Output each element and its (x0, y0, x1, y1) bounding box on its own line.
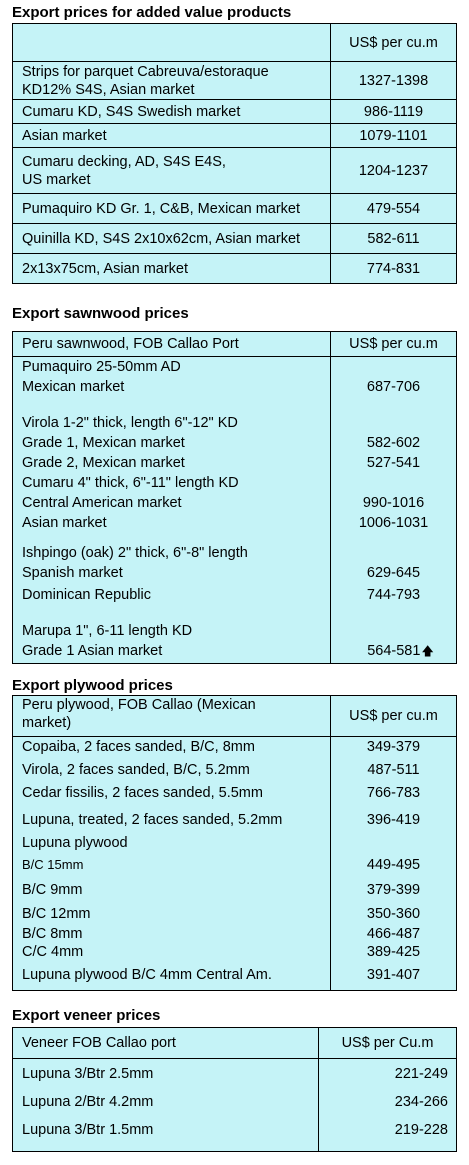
row-price: 1204-1237 (331, 148, 457, 194)
table-row (13, 100, 457, 124)
price-block (331, 737, 457, 991)
row-description: Lupuna 3/Btr 2.5mm (22, 1066, 154, 1082)
row-description: Ishpingo (oak) 2" thick, 6"-8" length (22, 545, 248, 561)
row-price: 766-783 (366, 785, 421, 801)
row-description: B/C 8mm (22, 926, 83, 942)
row-description: Virola, 2 faces sanded, B/C, 5.2mm (22, 762, 250, 778)
row-description: B/C 15mm (22, 857, 84, 872)
row-description: 2x13x75cm, Asian market (13, 254, 331, 284)
table-body-block (13, 1059, 457, 1152)
header-unit: US$ per cu.m (331, 696, 457, 737)
row-price: 1006-1031 (358, 515, 429, 531)
row-description: Lupuna 2/Btr 4.2mm (22, 1094, 154, 1110)
table-header-row (13, 332, 457, 357)
row-description: Lupuna 3/Btr 1.5mm (22, 1122, 154, 1138)
row-price: 744-793 (366, 587, 421, 603)
row-price: 449-495 (366, 857, 421, 873)
row-price: 234-266 (394, 1094, 448, 1110)
row-description: Virola 1-2" thick, length 6"-12" KD (22, 415, 238, 431)
table-header-row (13, 1028, 457, 1059)
table-row (13, 62, 457, 100)
row-description: Lupuna plywood B/C 4mm Central Am. (22, 967, 272, 983)
row-description: Grade 2, Mexican market (22, 455, 185, 471)
up-arrow-icon: 🡅 (421, 644, 434, 658)
added-value-price-table (12, 23, 457, 284)
description-block (13, 1059, 319, 1152)
table-header-row (13, 696, 457, 737)
row-price: 687-706 (366, 379, 421, 395)
row-description: Cumaru KD, S4S Swedish market (13, 100, 331, 124)
row-price: 396-419 (366, 812, 421, 828)
row-description: Marupa 1", 6-11 length KD (22, 623, 193, 639)
table-row (13, 124, 457, 148)
description-block (13, 737, 331, 991)
row-price: 629-645 (366, 565, 421, 581)
veneer-price-table (12, 1027, 457, 1152)
row-price: 582-611 (331, 224, 457, 254)
row-price: 379-399 (366, 882, 421, 898)
row-description: B/C 9mm (22, 882, 83, 898)
row-description: Mexican market (22, 379, 125, 395)
table-row (13, 254, 457, 284)
row-price: 389-425 (366, 944, 421, 960)
table-row (13, 148, 457, 194)
sawnwood-price-table (12, 331, 457, 664)
row-price: 349-379 (366, 739, 421, 755)
price-block (331, 357, 457, 664)
row-description: Asian market (13, 124, 331, 148)
row-description: Lupuna plywood (22, 835, 128, 851)
row-price: 219-228 (394, 1122, 448, 1138)
row-description: Central American market (22, 495, 182, 511)
row-price: 564-581 (367, 643, 421, 659)
row-price: 466-487 (366, 926, 421, 942)
table-body-block (13, 357, 457, 664)
row-price: 774-831 (331, 254, 457, 284)
row-description: Copaiba, 2 faces sanded, B/C, 8mm (22, 739, 255, 755)
table-header-row (13, 24, 457, 62)
header-description: Peru sawnwood, FOB Callao Port (13, 332, 331, 357)
row-description: Grade 1 Asian market (22, 643, 163, 659)
row-description: Asian market (22, 515, 107, 531)
header-description (13, 24, 331, 62)
row-description: C/C 4mm (22, 944, 84, 960)
table-row (13, 224, 457, 254)
row-description: Cumaru 4" thick, 6"-11" length KD (22, 475, 239, 491)
plywood-price-table (12, 695, 457, 991)
row-price: 986-1119 (331, 100, 457, 124)
row-description: Pumaquiro KD Gr. 1, C&B, Mexican market (13, 194, 331, 224)
header-description: Peru plywood, FOB Callao (Mexican market) (13, 696, 331, 737)
row-price: 1079-1101 (331, 124, 457, 148)
header-unit: US$ per Cu.m (319, 1028, 457, 1059)
row-description: Cumaru decking, AD, S4S E4S, US market (13, 148, 331, 194)
row-description: Lupuna, treated, 2 faces sanded, 5.2mm (22, 812, 283, 828)
table-body-block (13, 737, 457, 991)
section-title-veneer: Export veneer prices (12, 1007, 161, 1024)
header-description: Veneer FOB Callao port (13, 1028, 319, 1059)
row-price: 350-360 (366, 906, 421, 922)
table-row (13, 194, 457, 224)
row-description: B/C 12mm (22, 906, 91, 922)
row-price: 527-541 (366, 455, 421, 471)
row-description: Grade 1, Mexican market (22, 435, 185, 451)
row-price: 391-407 (366, 967, 421, 983)
row-description: Cedar fissilis, 2 faces sanded, 5.5mm (22, 785, 263, 801)
row-price: 479-554 (331, 194, 457, 224)
row-price: 487-511 (367, 762, 420, 778)
section-title-sawnwood: Export sawnwood prices (12, 305, 189, 322)
row-description: Strips for parquet Cabreuva/estoraque KD12% S4S, Asian market (13, 62, 331, 100)
section-title-plywood: Export plywood prices (12, 677, 173, 694)
header-unit: US$ per cu.m (331, 332, 457, 357)
price-block (319, 1059, 457, 1152)
row-description: Dominican Republic (22, 587, 151, 603)
row-price: 990-1016 (362, 495, 425, 511)
row-price-with-trend (331, 642, 456, 663)
row-price: 582-602 (366, 435, 421, 451)
row-price: 221-249 (394, 1066, 448, 1082)
section-title-added-value: Export prices for added value products (12, 4, 292, 21)
description-block (13, 357, 331, 664)
row-description: Spanish market (22, 565, 123, 581)
row-description: Quinilla KD, S4S 2x10x62cm, Asian market (13, 224, 331, 254)
header-unit: US$ per cu.m (331, 24, 457, 62)
row-description: Pumaquiro 25-50mm AD (22, 359, 181, 375)
row-price: 1327-1398 (331, 62, 457, 100)
